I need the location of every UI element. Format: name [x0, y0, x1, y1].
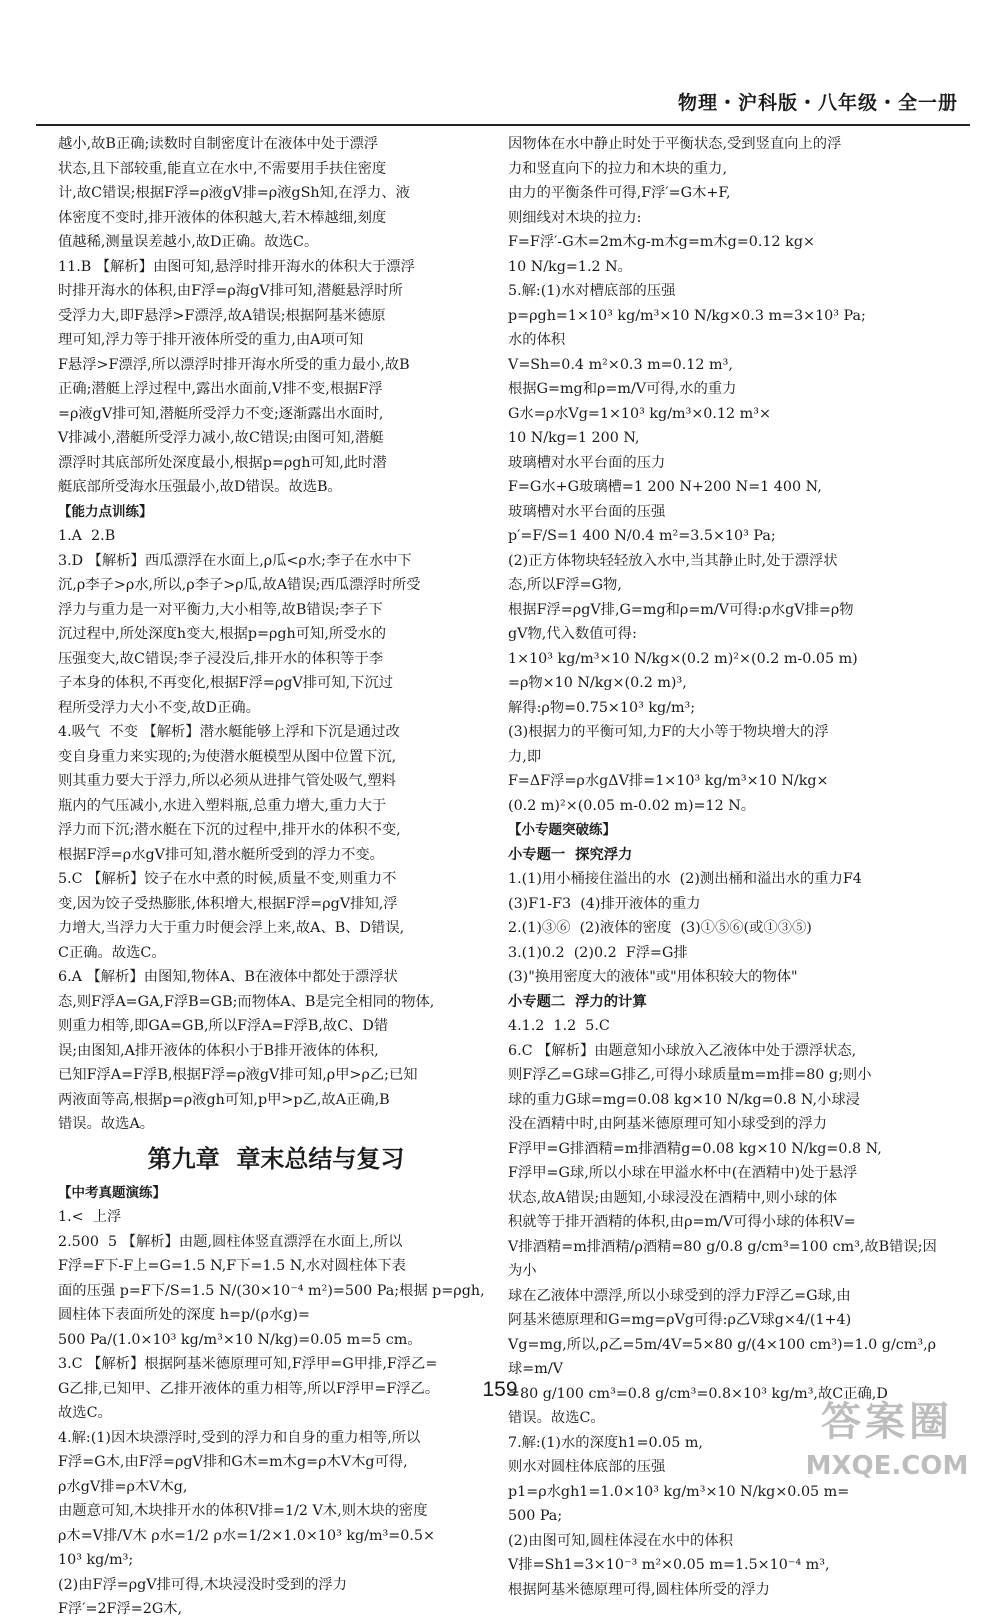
text-line: 1.(1)用小桶接住溢出的水 (2)测出桶和溢出水的重力F4	[508, 871, 862, 887]
text-line: 6.C 【解析】由题意知小球放入乙液体中处于漂浮状态,	[508, 1042, 857, 1059]
text-line: 玻璃槽对水平台面的压强	[508, 503, 666, 520]
text-line: V=Sh=0.4 m²×0.3 m=0.12 m³,	[508, 356, 733, 373]
text-line: 状态,故A错误;由题知,小球浸没在酒精中,则小球的体	[508, 1189, 838, 1206]
text-line: 则其重力要大于浮力,所以必须从进排气管处吸气,塑料	[58, 773, 396, 789]
text-line: 积就等于排开酒精的体积,由ρ=m/V可得小球的体积V=	[508, 1214, 856, 1230]
text-line: 错误。故选C。	[508, 1410, 605, 1426]
text-line: 漂浮时其底部所处深度最小,根据p=ρgh可知,此时潜	[58, 454, 387, 471]
text-line: (0.2 m)²×(0.05 m-0.02 m)=12 N。	[508, 797, 756, 814]
text-line: 错误。故选A。	[58, 1116, 155, 1132]
header-rule	[36, 124, 970, 126]
text-line: 理可知,浮力等于排开液体所受的重力,由A项可知	[58, 332, 364, 348]
text-line: 由题意可知,木块排开水的体积V排=1/2 V木,则木块的密度	[58, 1503, 428, 1519]
text-line: F=G水+G玻璃槽=1 200 N+200 N=1 400 N,	[508, 479, 822, 495]
text-line: 球的重力G球=mg=0.08 kg×10 N/kg=0.8 N,小球浸	[508, 1091, 860, 1108]
watermark-logo	[792, 1393, 982, 1493]
right-block-1	[508, 132, 948, 818]
text-line: V排酒精=m排酒精/ρ酒精=80 g/0.8 g/cm³=100 cm³,故B错误;因为小	[508, 1238, 937, 1279]
text-line: V排=Sh1=3×10⁻³ m²×0.05 m=1.5×10⁻⁴ m³,	[508, 1557, 830, 1573]
left-block-1	[58, 132, 494, 500]
text-line: 11.B 【解析】由图可知,悬浮时排开海水的体积大于漂浮	[58, 258, 415, 275]
text-line: 圆柱体下表面所处的深度 h=p/(ρ水g)=	[58, 1307, 310, 1323]
text-line: C正确。故选C。	[58, 944, 166, 961]
text-line: 则水对圆柱体底部的压强	[508, 1459, 666, 1475]
text-line: 瓶内的气压减小,水进入塑料瓶,总重力增大,重力大于	[58, 797, 387, 814]
text-line: 则细线对木块的拉力:	[508, 209, 642, 226]
text-line: (2)由F浮=ρgV排可得,木块浸没时受到的浮力	[58, 1576, 348, 1593]
text-line: 力,即	[508, 748, 542, 765]
section-special-topic: 【小专题突破练】	[508, 822, 616, 838]
subtopic-1-title: 小专题一 探究浮力	[508, 846, 633, 863]
text-line: 3.C 【解析】根据阿基米德原理可知,F浮甲=G甲排,F浮乙=	[58, 1356, 438, 1372]
left-block-3	[58, 1205, 494, 1622]
text-line: 态,则F浮A=GA,F浮B=GB;而物体A、B是完全相同的物体,	[58, 993, 435, 1010]
text-line: 正确;潜艇上浮过程中,露出水面前,V排不变,根据F浮	[58, 381, 383, 397]
text-line: 越小,故B正确;读数时自制密度计在液体中处于漂浮	[58, 136, 379, 152]
text-line: F悬浮>F漂浮,所以漂浮时排开海水所受的重力最小,故B	[58, 356, 410, 373]
text-line: 10 N/kg=1.2 N。	[508, 258, 632, 275]
text-line: F浮=F下-F上=G=1.5 N,F下=1.5 N,水对圆柱体下表	[58, 1258, 406, 1274]
text-line: V排减小,潜艇所受浮力减小,故C错误;由图可知,潜艇	[58, 430, 384, 446]
page-number: 159	[482, 1378, 518, 1401]
text-line: 浮力与重力是一对平衡力,大小相等,故B错误;李子下	[58, 601, 383, 618]
text-line: 球在乙液体中漂浮,所以小球受到的浮力F浮乙=G球,由	[508, 1287, 851, 1304]
text-line: 艇底部所受海水压强最小,故D错误。故选B。	[58, 479, 342, 495]
text-line: 力和竖直向下的拉力和木块的重力,	[508, 160, 727, 177]
text-line: 由力的平衡条件可得,F浮′=G木+F,	[508, 185, 731, 201]
text-line: F=ΔF浮=ρ水gΔV排=1×10³ kg/m³×10 N/kg×	[508, 773, 829, 789]
text-line: F=F浮′-G木=2m木g-m木g=m木g=0.12 kg×	[508, 234, 815, 250]
text-line: 2.(1)③⑥ (2)液体的密度 (3)①⑤⑥(或①③⑤)	[508, 920, 812, 936]
text-line: 力增大,当浮力大于重力时便会浮上来,故A、B、D错误,	[58, 920, 405, 936]
text-line: gV物,代入数值可得:	[508, 626, 637, 642]
text-line: F浮甲=G球,所以小球在甲溢水杯中(在酒精中)处于悬浮	[508, 1165, 858, 1181]
text-line: 则重力相等,即GA=GB,所以F浮A=F浮B,故C、D错	[58, 1018, 389, 1034]
text-line: (3)"换用密度大的液体"或"用体积较大的物体"	[508, 969, 798, 985]
text-line: 子本身的体积,不再变化,根据F浮=ρgV排可知,下沉过	[58, 675, 394, 691]
text-line: 浮力而下沉;潜水艇在下沉的过程中,排开水的体积不变,	[58, 822, 401, 838]
text-line: 计,故C错误;根据F浮=ρ液gV排=ρ液gSh知,在浮力、液	[58, 185, 410, 201]
text-line: (2)正方体物块轻轻放入水中,当其静止时,处于漂浮状	[508, 552, 838, 569]
text-line: F浮甲=G排酒精=m排酒精g=0.08 kg×10 N/kg=0.8 N,	[508, 1140, 882, 1157]
text-line: 10³ kg/m³;	[58, 1552, 134, 1568]
chapter-title: 第九章 章末总结与复习	[147, 1144, 405, 1173]
text-line: 水的体积	[508, 332, 566, 348]
text-line: 值越稀,测量误差越小,故D正确。故选C。	[58, 234, 319, 250]
right-block-2	[508, 867, 948, 990]
subtopic-2-title: 小专题二 浮力的计算	[508, 993, 647, 1010]
text-line: (3)根据力的平衡可知,力F的大小等于物块增大的浮	[508, 724, 829, 740]
text-line: 500 Pa/(1.0×10³ kg/m³×10 N/kg)=0.05 m=5 cm。	[58, 1331, 422, 1348]
text-line: G乙排,已知甲、乙排开液体的重力相等,所以F浮甲=F浮乙。	[58, 1380, 440, 1397]
text-line: F浮′=2F浮=2G木,	[58, 1601, 183, 1617]
text-line: G水=ρ水Vg=1×10³ kg/m³×0.12 m³×	[508, 405, 771, 422]
text-line: 程所受浮力大小不变,故D正确。	[58, 699, 260, 716]
text-line: 误;由图知,A排开液体的体积小于B排开液体的体积,	[58, 1042, 379, 1059]
text-line: 3.D 【解析】西瓜漂浮在水面上,ρ瓜<ρ水;李子在水中下	[58, 552, 412, 569]
text-line: F浮=G木,由F浮=ρgV排和G木=m木g=ρ木V木g可得,	[58, 1454, 408, 1470]
text-line: 沉,ρ李子>ρ水,所以,ρ李子>ρ瓜,故A错误;西瓜漂浮时所受	[58, 577, 421, 593]
text-line: 1.A 2.B	[58, 528, 116, 544]
left-block-2	[58, 524, 494, 1137]
text-line: ρ木=V排/V木 ρ水=1/2 ρ水=1/2×1.0×10³ kg/m³=0.5×	[58, 1527, 435, 1544]
text-line: 则F浮乙=G球=G排乙,可得小球质量m=m排=80 g;则小	[508, 1067, 872, 1083]
text-line: 状态,且下部较重,能直立在水中,不需要用手扶住密度	[58, 160, 387, 177]
text-line: 根据G=mg和ρ=m/V可得,水的重力	[508, 381, 737, 397]
text-line: 压强变大,故C错误;李子浸没后,排开水的体积等于李	[58, 650, 384, 667]
text-line: 态,所以F浮=G物,	[508, 577, 622, 593]
text-line: 10 N/kg=1 200 N,	[508, 430, 640, 446]
text-line: 变,因为饺子受热膨胀,体积增大,根据F浮=ρgV排知,浮	[58, 895, 398, 912]
text-line: ρ水gV排=ρ木V木g,	[58, 1478, 188, 1495]
section-exam-practice: 【中考真题演练】	[58, 1184, 166, 1201]
text-line: 1.< 上浮	[58, 1209, 122, 1225]
text-line: 根据F浮=ρgV排,G=mg和ρ=m/V可得:ρ水gV排=ρ物	[508, 601, 854, 618]
text-line: 因物体在水中静止时处于平衡状态,受到竖直向上的浮	[508, 136, 842, 152]
text-line: =ρ液gV排可知,潜艇所受浮力不变;逐渐露出水面时,	[58, 405, 384, 422]
text-line: 4.解:(1)因木块漂浮时,受到的浮力和自身的重力相等,所以	[58, 1429, 421, 1446]
text-line: 解得:ρ物=0.75×10³ kg/m³;	[508, 699, 696, 716]
text-line: 7.解:(1)水的深度h1=0.05 m,	[508, 1434, 703, 1451]
text-line: 5.解:(1)水对槽底部的压强	[508, 283, 676, 299]
text-line: (3)F1-F3 (4)排开液体的重力	[508, 895, 701, 912]
text-line: 6.A 【解析】由图知,物体A、B在液体中都处于漂浮状	[58, 969, 398, 985]
watermark-bottom: MXQE.COM	[805, 1451, 969, 1481]
text-line: p′=F/S=1 400 N/0.4 m²=3.5×10³ Pa;	[508, 528, 776, 544]
right-block-3	[508, 1014, 948, 1602]
text-line: =ρ物×10 N/kg×(0.2 m)³,	[508, 675, 687, 691]
page-header: 物理・沪科版・八年级・全一册	[677, 92, 958, 114]
text-line: 没在酒精中时,由阿基米德原理可知小球受到的浮力	[508, 1116, 828, 1132]
text-line: 根据阿基米德原理可得,圆柱体所受的浮力	[508, 1581, 770, 1598]
text-line: 阿基米德原理和G=mg=ρVg可得:ρ乙V球g×4/(1+4)	[508, 1312, 852, 1328]
text-line: 体密度不变时,排开液体的体积越大,若木棒越细,刻度	[58, 209, 387, 226]
text-line: 500 Pa;	[508, 1508, 563, 1524]
text-line: (2)由图可知,圆柱体浸在水中的体积	[508, 1532, 733, 1549]
text-line: =80 g/100 cm³=0.8 g/cm³=0.8×10³ kg/m³,故C正确,D	[508, 1385, 888, 1402]
text-line: 4.吸气 不变 【解析】潜水艇能够上浮和下沉是通过改	[58, 724, 400, 740]
text-line: 时排开海水的体积,由F浮=ρ海gV排可知,潜艇悬浮时所	[58, 283, 403, 299]
text-line: 4.1.2 1.2 5.C	[508, 1018, 610, 1034]
text-line: p1=ρ水gh1=1.0×10³ kg/m³×10 N/kg×0.05 m=	[508, 1483, 850, 1500]
text-line: 2.500 5 【解析】由题,圆柱体竖直漂浮在水面上,所以	[58, 1233, 403, 1250]
text-line: 1×10³ kg/m³×10 N/kg×(0.2 m)²×(0.2 m-0.05 m)	[508, 650, 858, 667]
text-line: 玻璃槽对水平台面的压力	[508, 454, 666, 471]
watermark-top: 答案圈	[821, 1399, 953, 1445]
text-line: 5.C 【解析】饺子在水中煮的时候,质量不变,则重力不	[58, 871, 397, 887]
text-line: 3.(1)0.2 (2)0.2 F浮=G排	[508, 944, 688, 961]
text-line: 沉过程中,所处深度h变大,根据p=ρgh可知,所受水的	[58, 626, 387, 642]
text-line: 已知F浮A=F浮B,根据F浮=ρ液gV排可知,ρ甲>ρ乙;已知	[58, 1067, 418, 1083]
text-line: Vg=mg,所以,ρ乙=5m/4V=5×80 g/(4×100 cm³)=1.0 g/cm³,ρ球=m/V	[508, 1336, 937, 1377]
text-line: 两液面等高,根据p=ρ液gh可知,p甲>p乙,故A正确,B	[58, 1091, 390, 1108]
text-line: p=ρgh=1×10³ kg/m³×10 N/kg×0.3 m=3×10³ Pa;	[508, 307, 866, 324]
text-line: 受浮力大,即F悬浮>F漂浮,故A错误;根据阿基米德原	[58, 307, 386, 324]
text-line: 变自身重力来实现的;为使潜水艇模型从图中位置下沉,	[58, 748, 397, 765]
section-ability-training: 【能力点训练】	[58, 503, 153, 520]
text-line: 根据F浮=ρ水gV排可知,潜水艇所受到的浮力不变。	[58, 846, 384, 863]
text-line: 面的压强 p=F下/S=1.5 N/(30×10⁻⁴ m²)=500 Pa;根据 p=ρgh,	[58, 1282, 485, 1299]
text-line: 故选C。	[58, 1405, 112, 1421]
